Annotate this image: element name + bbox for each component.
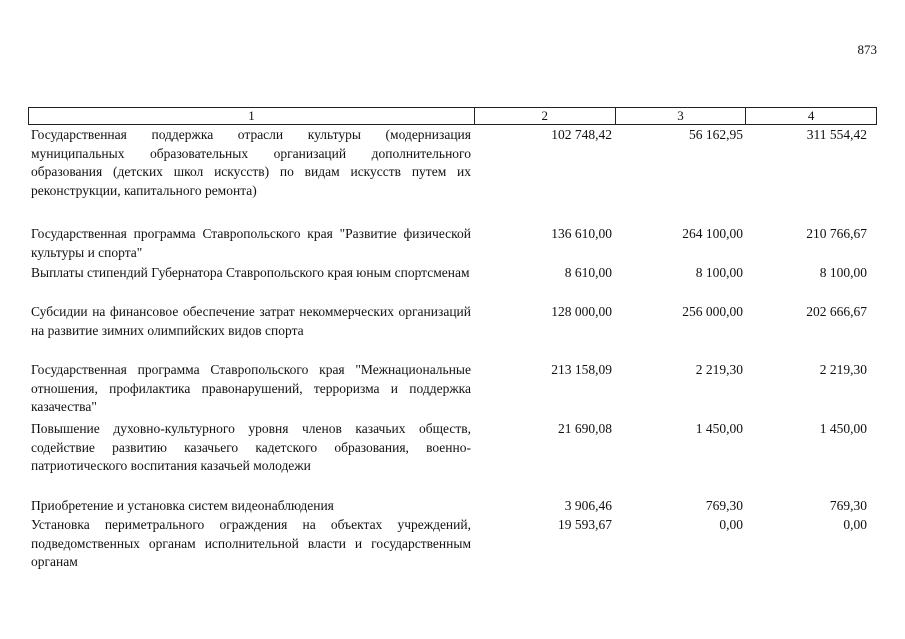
row-value-col4: 311 554,42 [806, 127, 867, 142]
row-description: Субсидии на финансовое обеспечение затрат некоммерческих организаций на развитие зимних олимпийских видов спорта [31, 304, 471, 338]
row-value-col4: 210 766,67 [806, 226, 867, 241]
table-header [28, 107, 877, 125]
row-value-col3: 2 219,30 [695, 362, 743, 377]
row-description: Государственная программа Ставропольского края "Межнациональные отношения, профилактика правонарушений, терроризма и поддержка казачества" [31, 362, 471, 415]
row-description: Повышение духовно-культурного уровня членов казачьих обществ, содействие развитию казачьего кадетского образования, военно-патриотического воспитания казачьей молодежи [31, 421, 471, 474]
table-row [28, 126, 877, 201]
row-value-col4: 1 450,00 [819, 421, 867, 436]
row-value-col2: 128 000,00 [551, 304, 612, 319]
row-value-col4: 202 666,67 [806, 304, 867, 319]
row-value-col2: 3 906,46 [564, 498, 612, 513]
table-row [28, 420, 877, 476]
row-value-col4: 0,00 [843, 517, 867, 532]
row-description: Установка периметрального ограждения на объектах учреждений, подведомственных органам исполнительной власти и государственным органам [31, 517, 471, 570]
row-value-col3: 264 100,00 [682, 226, 743, 241]
column-header-2: 2 [475, 108, 616, 124]
column-header-1: 1 [29, 108, 475, 124]
row-value-col4: 769,30 [829, 498, 867, 513]
row-value-col2: 213 158,09 [551, 362, 612, 377]
column-header-3: 3 [616, 108, 747, 124]
column-header-4: 4 [807, 108, 815, 123]
table-row [28, 303, 877, 340]
row-value-col3: 1 450,00 [695, 421, 743, 436]
row-value-col4: 2 219,30 [819, 362, 867, 377]
table-row [28, 516, 877, 572]
row-value-col3: 56 162,95 [689, 127, 743, 142]
row-value-col3: 256 000,00 [682, 304, 743, 319]
row-value-col2: 8 610,00 [564, 265, 612, 280]
page-number: 873 [857, 42, 877, 57]
row-description: Выплаты стипендий Губернатора Ставропольского края юным спортсменам [31, 265, 470, 280]
row-value-col2: 136 610,00 [551, 226, 612, 241]
table-row [28, 225, 877, 262]
row-value-col3: 769,30 [705, 498, 743, 513]
row-description: Государственная программа Ставропольского края "Развитие физической культуры и спорта" [31, 226, 471, 260]
row-value-col3: 0,00 [719, 517, 743, 532]
table-row [28, 497, 877, 516]
table-row [28, 264, 877, 283]
row-value-col2: 21 690,08 [558, 421, 612, 436]
row-value-col2: 102 748,42 [551, 127, 612, 142]
row-description: Государственная поддержка отрасли культуры (модернизация муниципальных образовательных организаций дополнительного образования (детских школ искусств) по видам искусств путем их реконструкции, капитального ремонта) [31, 127, 471, 199]
row-value-col4: 8 100,00 [819, 265, 867, 280]
table-row [28, 361, 877, 417]
row-value-col3: 8 100,00 [695, 265, 743, 280]
row-description: Приобретение и установка систем видеонаблюдения [31, 498, 334, 513]
row-value-col2: 19 593,67 [558, 517, 612, 532]
